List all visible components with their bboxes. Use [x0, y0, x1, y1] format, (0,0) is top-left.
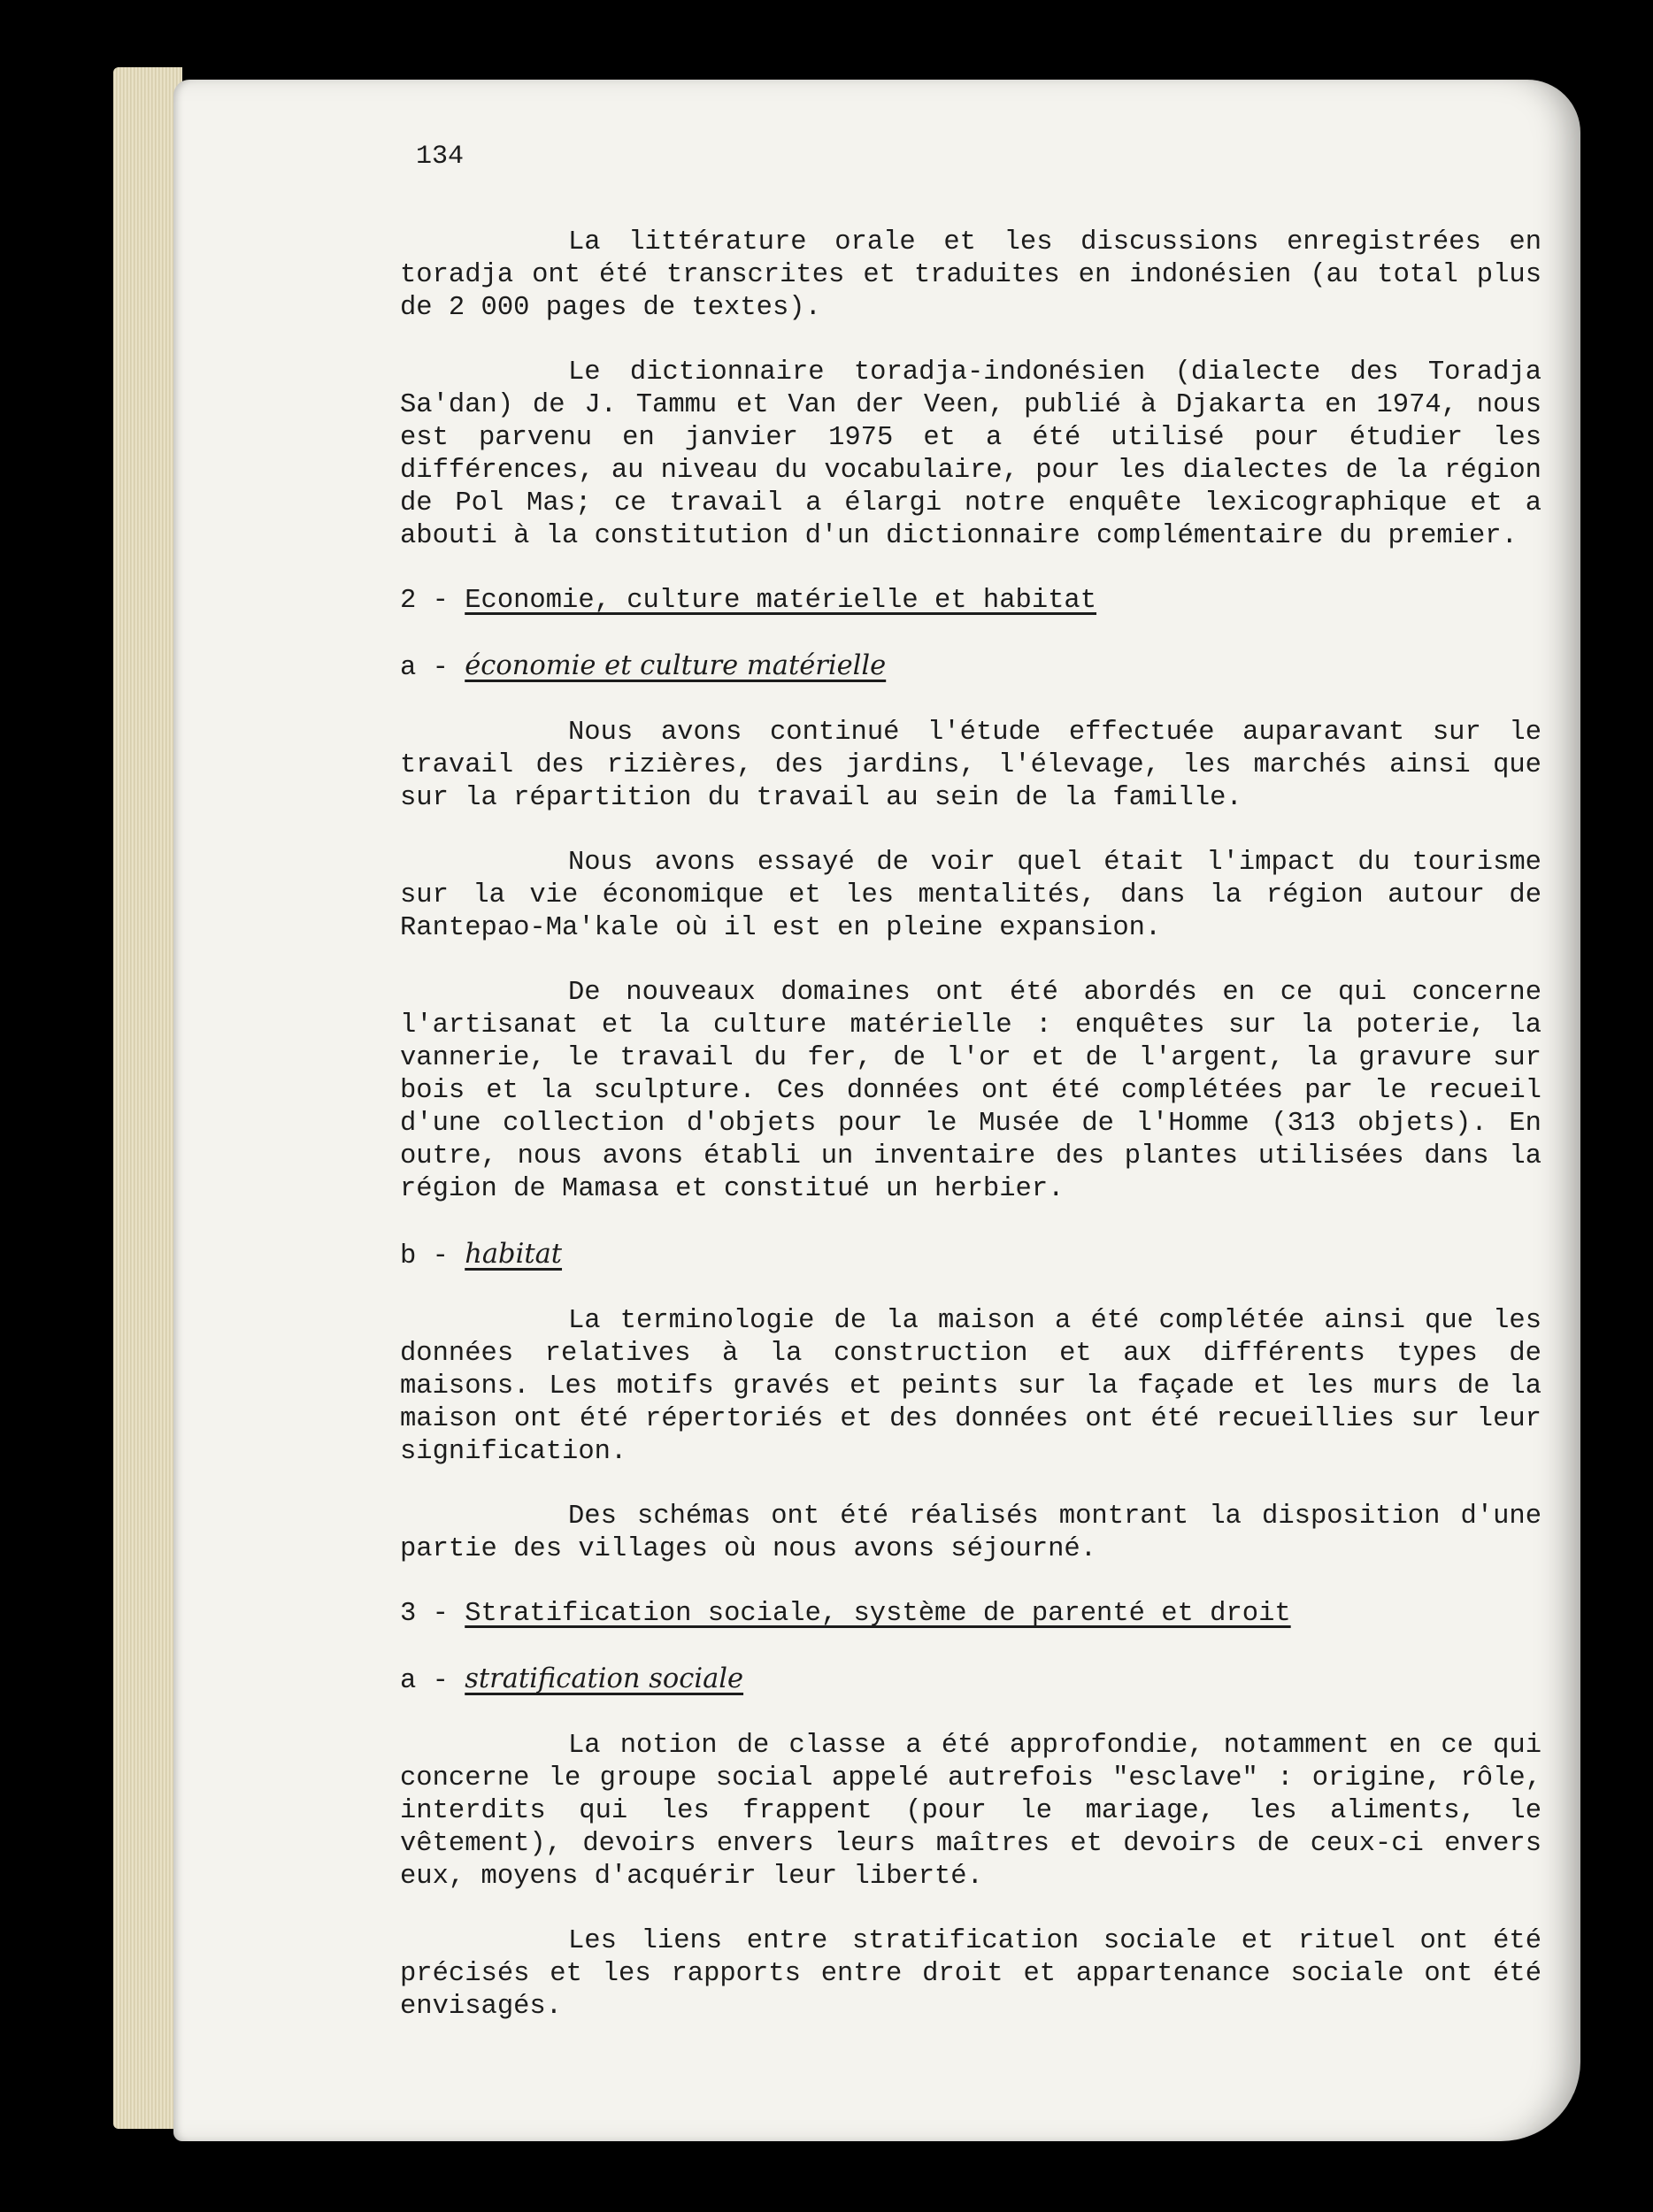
section-title-3: Stratification sociale, système de parenté et droit [465, 1599, 1291, 1629]
paragraph-social-class: La notion de classe a été approfondie, notamment en ce qui concerne le groupe social appelé autrefois "esclave" : origine, rôle, interdits qui les frappent (pour le mariage, les aliments, le vêtement), devoirs envers leurs maîtres et devoirs de ceux-ci envers eux, moyens d'acquérir leur liberté. [400, 1731, 1542, 1892]
page-body [400, 227, 1542, 2024]
paragraph-rice-fields: Nous avons continué l'étude effectuée auparavant sur le travail des rizières, des jardins, l'élevage, les marchés ainsi que sur la répartition du travail au sein de la famille. [400, 718, 1542, 813]
section-heading-3 [400, 1598, 1542, 1631]
subsection-heading-2b [400, 1238, 1542, 1273]
subsection-title-3a: stratification sociale [465, 1663, 744, 1694]
subsection-letter-2a: a - [400, 653, 465, 683]
book-page-edges [113, 67, 182, 2129]
paragraph-village-schemas: Des schémas ont été réalisés montrant la disposition d'une partie des villages où nous avons séjourné. [400, 1502, 1542, 1564]
subsection-heading-3a [400, 1663, 1542, 1698]
subsection-heading-2a [400, 649, 1542, 685]
paragraph-ritual-links: Les liens entre stratification sociale et rituel ont été précisés et les rapports entre droit et appartenance sociale ont été envisagés. [400, 1926, 1542, 2022]
section-number-3: 3 - [400, 1599, 465, 1629]
paragraph-tourism: Nous avons essayé de voir quel était l'impact du tourisme sur la vie économique et les mentalités, dans la région autour de Rantepao-Ma'kale où il est en pleine expansion. [400, 848, 1542, 943]
subsection-letter-2b: b - [400, 1241, 465, 1271]
paragraph-house-terminology: La terminologie de la maison a été complétée ainsi que les données relatives à la construction et aux différents types de maisons. Les motifs gravés et peints sur la façade et les murs de la maison ont été répertoriés et des données ont été recueillies sur leur signification. [400, 1306, 1542, 1467]
section-number-2: 2 - [400, 586, 465, 616]
subsection-title-2a: économie et culture matérielle [465, 650, 887, 681]
paragraph-oral-literature: La littérature orale et les discussions enregistrées en toradja ont été transcrites et traduites en indonésien (au total plus de 2 000 pages de textes). [400, 227, 1542, 323]
paragraph-crafts: De nouveaux domaines ont été abordés en ce qui concerne l'artisanat et la culture matérielle : enquêtes sur la poterie, la vannerie, le travail du fer, de l'or et de l'argent, la gravure sur bois et la sculpture. Ces données ont été complétées par le recueil d'une collection d'objets pour le Musée de l'Homme (313 objets). En outre, nous avons établi un inventaire des plantes utilisées dans la région de Mamasa et constitué un herbier. [400, 978, 1542, 1204]
section-heading-2 [400, 585, 1542, 618]
subsection-letter-3a: a - [400, 1666, 465, 1696]
paragraph-dictionary: Le dictionnaire toradja-indonésien (dialecte des Toradja Sa'dan) de J. Tammu et Van der Veen, publié à Djakarta en 1974, nous est parvenu en janvier 1975 et a été utilisé pour étudier les différences, au niveau du vocabulaire, pour les dialectes de la région de Pol Mas; ce travail a élargi notre enquête lexicographique et a abouti à la constitution d'un dictionnaire complémentaire du premier. [400, 357, 1542, 551]
page-number: 134 [416, 142, 465, 172]
section-title-2: Economie, culture matérielle et habitat [465, 586, 1097, 616]
subsection-title-2b: habitat [465, 1239, 563, 1270]
